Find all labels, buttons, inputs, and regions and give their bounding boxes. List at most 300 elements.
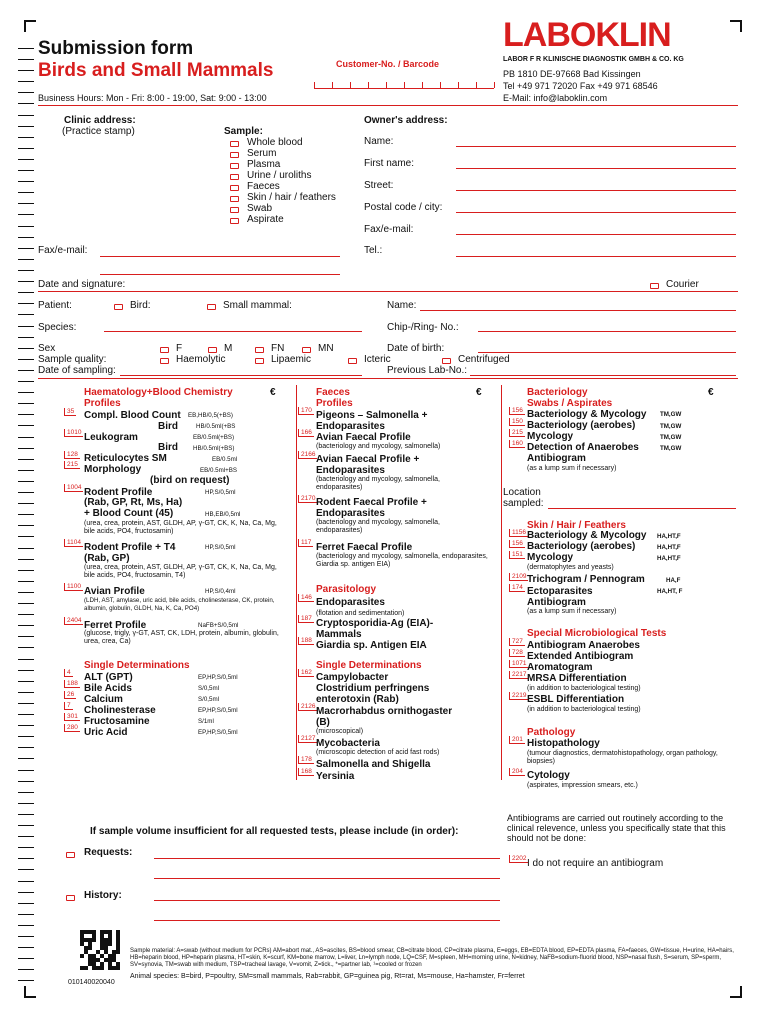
margin-tick [18, 459, 34, 460]
leuk-bird-label: Bird [158, 442, 178, 453]
code-endoparasites[interactable]: 146 [298, 594, 314, 602]
code-avian-faecal-endo[interactable]: 2166 [298, 451, 317, 459]
corner-mark-br [730, 986, 742, 998]
margin-tick [18, 348, 34, 349]
bacteriology-sub-heading: Swabs / Aspirates [527, 398, 613, 409]
centrifuged-label: Centrifuged [458, 354, 510, 365]
rodent-t4-desc: (urea, crea, protein, AST, GLDH, AP, γ-GT, CK, K, Na, Ca, Mg, bile acids, PO4, fructosamin, T4) [84, 564, 277, 579]
code-single-determination[interactable]: 280 [64, 724, 80, 732]
skin-heading: Skin / Hair / Feathers [527, 520, 626, 531]
code-rodent-profile[interactable]: 1004 [64, 484, 83, 492]
ectoparasites-title: Ectoparasites [527, 586, 593, 597]
single-determination-sample: EP,HP,S/0,5ml [198, 729, 238, 736]
yersinia-title: Yersinia [316, 771, 355, 782]
sample-checkbox[interactable] [230, 205, 239, 216]
barcode-tick [458, 82, 459, 88]
corner-mark-tr [730, 20, 742, 32]
single-determination-sample: EP,HP,S/0,5ml [198, 707, 238, 714]
margin-tick [18, 503, 34, 504]
sample-checkbox[interactable] [230, 216, 239, 227]
code-ferret-faecal[interactable]: 117 [298, 539, 313, 547]
trichogram-title: Trichogram / Pennogram [527, 574, 645, 585]
reticulocytes-sample: EB/0.5ml [212, 456, 238, 463]
owner-firstname-line[interactable] [456, 168, 736, 169]
code-rodent-t4[interactable]: 1104 [64, 539, 83, 547]
chip-line[interactable] [478, 331, 736, 332]
margin-tick [18, 381, 34, 382]
margin-tick [18, 914, 34, 915]
species-line[interactable] [104, 331, 362, 332]
small-mammal-checkbox[interactable] [207, 302, 216, 313]
margin-tick [18, 714, 34, 715]
patient-label: Patient: [38, 300, 72, 311]
code-bact-myco[interactable]: 156 [509, 407, 525, 415]
sex-mn-label: MN [318, 343, 334, 354]
margin-tick [18, 903, 34, 904]
owner-street-label: Street: [364, 180, 394, 191]
margin-tick [18, 59, 34, 60]
code-single-determination[interactable]: 26 [64, 691, 76, 699]
sex-label: Sex [38, 343, 56, 354]
haemolytic-checkbox[interactable] [160, 356, 169, 367]
company-email: E-Mail: info@laboklin.com [503, 93, 608, 103]
code-single-determination[interactable]: 7 [64, 702, 73, 710]
margin-tick [18, 337, 34, 338]
icteric-label: Icteric [364, 354, 391, 365]
code-compl-blood-count[interactable]: 35 [64, 408, 76, 416]
code-skin-bact-myco[interactable]: 1156 [509, 529, 528, 537]
location-line[interactable] [548, 508, 736, 509]
aromatogram-title: Aromatogram [527, 662, 593, 673]
practice-stamp-label: (Practice stamp) [62, 126, 135, 137]
sample-checkbox[interactable] [230, 150, 239, 161]
single-determination-name: ALT (GPT) [84, 672, 133, 683]
bact-myco-title: Bacteriology & Mycology [527, 409, 647, 420]
avian-profile-desc: (LDH, AST, amylase, uric acid, bile acids, cholinesterase, CK, protein, albumin, globulin, GLDH, Na, K, Ca, PO4) [84, 597, 275, 612]
skin-bact-myco-title: Bacteriology & Mycology [527, 530, 647, 541]
code-aromatogram[interactable]: 1071 [509, 660, 528, 668]
barcode-tick [440, 82, 441, 88]
single-determination-sample: EP,HP,S/0,5ml [198, 674, 238, 681]
anaerobes-sample: TM,GW [660, 445, 682, 452]
skin-bact-myco-sample: HA,HT,F [657, 533, 681, 540]
single-determination-name: Calcium [84, 694, 123, 705]
prev-lab-label: Previous Lab-No.: [387, 365, 468, 376]
sample-quality-label: Sample quality: [38, 354, 107, 365]
rodent-profile-blood: + Blood Count (45) [84, 508, 174, 519]
margin-tick [18, 592, 34, 593]
endoparasites-title: Endoparasites [316, 597, 385, 608]
form-title: Submission form [38, 38, 194, 59]
barcode-line [314, 88, 494, 89]
margin-tick [18, 303, 34, 304]
courier-label: Courier [666, 279, 699, 290]
owner-street-line[interactable] [456, 190, 736, 191]
mycology-sample: TM,GW [660, 434, 682, 441]
esbl-title: ESBL Differentiation [527, 694, 625, 705]
margin-tick [18, 825, 34, 826]
margin-tick [18, 359, 34, 360]
code-mrsa[interactable]: 2217 [509, 671, 528, 679]
qr-module [116, 966, 120, 970]
history-line-2[interactable] [154, 920, 500, 921]
barcode-tick [422, 82, 423, 88]
special-heading: Special Microbiological Tests [527, 628, 667, 639]
compl-bird-sample: HB/0.5ml(+BS [196, 423, 236, 430]
dob-label: Date of birth: [387, 343, 445, 354]
corner-mark-bl [24, 986, 36, 998]
company-name: LABOR F R KLINISCHE DIAGNOSTIK GMBH & CO. KG [503, 56, 684, 63]
header-divider [38, 105, 738, 106]
sample-option-label: Urine / uroliths [247, 170, 312, 181]
bird-on-request: (bird on request) [150, 475, 230, 486]
owner-postal-label: Postal code / city: [364, 202, 443, 213]
sample-material-legend: Sample material: A=swab (without medium for PCRs) AM=abort mat., AS=ascites, BS=blood smear, CB=citrate blood, CP=citrate plasma, E=eggs, EB=EDTA blood, EP=EDTA plasma, FA=faeces, GW=tissue, H=urine, HA=hairs, HB=heparin blood, HP=heparin plasma, HT=skin, K=scurf, KM=bone marrow, L=liver, Ln=lymph node, LQ=CSF, M=spleen, MH=morning urine, N=kidney, NaFB=sodium-fluorid blood, NSP=nasal flush, S=serum, SP=sperm, SV=synovia, TM=swab with medium, TSP=tracheal lavage, V=vomit, Z=tick., *=partner lab, ¹=cooled or frozen [130, 948, 734, 969]
code-avian-profile[interactable]: 1100 [64, 583, 83, 591]
skin-aerobes-sample: HA,HT,F [657, 544, 681, 551]
margin-tick [18, 314, 34, 315]
avian-profile-title: Avian Profile [84, 586, 145, 597]
code-campylobacter[interactable]: 162 [298, 669, 314, 677]
sex-fn-label: FN [271, 343, 285, 354]
mycology-title: Mycology [527, 431, 574, 442]
requests-label: Requests: [84, 847, 133, 858]
leukogram-sample: EB/0.5ml(+BS) [193, 434, 235, 441]
code-ferret-profile[interactable]: 2404 [64, 617, 83, 625]
mycobacteria-title: Mycobacteria [316, 738, 380, 749]
owner-fax-line[interactable] [456, 234, 736, 235]
requests-line-1[interactable] [154, 858, 500, 859]
sample-checkbox[interactable] [230, 161, 239, 172]
col2-euro: € [476, 387, 482, 398]
margin-tick [18, 181, 34, 182]
margin-tick [18, 492, 34, 493]
skin-aerobes-title: Bacteriology (aerobes) [527, 541, 636, 552]
margin-tick [18, 980, 34, 981]
code-rodent-faecal[interactable]: 2170 [298, 495, 317, 503]
code-pigeons[interactable]: 170 [298, 407, 314, 415]
code-leukogram[interactable]: 1010 [64, 429, 83, 437]
margin-tick [18, 370, 34, 371]
pigeons-title: Pigeons – Salmonella + Endoparasites [316, 410, 428, 432]
code-single-determination[interactable]: 4 [64, 669, 73, 677]
clinic-fax-line[interactable] [100, 256, 340, 257]
column-separator-2 [501, 385, 502, 780]
rodent-faecal-desc: (bacteriology and mycology, salmonella, endoparasites) [316, 519, 440, 534]
lipaemic-label: Lipaemic [271, 354, 312, 365]
margin-tick [18, 892, 34, 893]
cryptosporidia-title: Cryptosporidia-Ag (EIA)-Mammals [316, 618, 434, 640]
margin-tick [18, 559, 34, 560]
rodent-profile-sample: HP,S/0,5ml [205, 489, 236, 496]
margin-tick [18, 625, 34, 626]
reticulocytes-title: Reticulocytes SM [84, 453, 167, 464]
sex-f-checkbox[interactable] [160, 345, 169, 356]
rodent-t4-title: Rodent Profile + T4 [84, 542, 176, 553]
patient-name-label: Name: [387, 300, 417, 311]
margin-tick [18, 936, 34, 937]
margin-tick [18, 548, 34, 549]
code-single-determination[interactable]: 188 [64, 680, 80, 688]
history-checkbox[interactable] [66, 893, 75, 904]
margin-tick [18, 703, 34, 704]
rodent-blood-sample: HB,EB/0,5ml [205, 511, 241, 518]
macrorhabdus-desc: (microscopical) [316, 728, 364, 735]
clostridium-title: Clostridium perfringens enterotoxin (Rab) [316, 683, 430, 705]
skin-mycology-title: Mycology [527, 552, 574, 563]
single-determination-sample: S/0,5ml [198, 696, 219, 703]
haematology-heading: Haematology+Blood Chemistry [84, 387, 233, 398]
code-reticulocytes[interactable]: 128 [64, 451, 80, 459]
mrsa-desc: (in addition to bacteriological testing) [527, 685, 641, 692]
margin-tick [18, 81, 34, 82]
margin-tick [18, 803, 34, 804]
sample-checkbox[interactable] [230, 139, 239, 150]
code-extended-antibiogram[interactable]: 728 [509, 649, 525, 657]
parasitology-heading: Parasitology [316, 584, 377, 595]
margin-tick [18, 237, 34, 238]
code-giardia[interactable]: 188 [298, 637, 314, 645]
margin-tick [18, 525, 34, 526]
owner-tel-line[interactable] [456, 256, 736, 257]
margin-tick [18, 670, 34, 671]
margin-tick [18, 270, 34, 271]
code-skin-mycology[interactable]: 151 [509, 551, 525, 559]
code-cytology[interactable]: 204 [509, 768, 525, 776]
margin-tick [18, 425, 34, 426]
owner-fax-label: Fax/e-mail: [364, 224, 414, 235]
sex-fn-checkbox[interactable] [255, 345, 264, 356]
requests-line-2[interactable] [154, 878, 500, 879]
margin-tick [18, 126, 34, 127]
form-number: 010140020040 [68, 979, 115, 986]
code-cryptosporidia[interactable]: 187 [298, 615, 314, 623]
antibiogram-note: Antibiograms are carried out routinely according to the clinical relevence, unless you specifically state that this should not be done: [507, 813, 726, 843]
code-bact-aerobes[interactable]: 150 [509, 418, 525, 426]
history-line-1[interactable] [154, 900, 500, 901]
single-determination-sample: S/1ml [198, 718, 214, 725]
giardia-title: Giardia sp. Antigen EIA [316, 640, 427, 651]
margin-tick [18, 448, 34, 449]
prev-lab-line[interactable] [470, 375, 736, 376]
code-salmonella[interactable]: 178 [298, 756, 314, 764]
bact-antibiogram: Antibiogram [527, 453, 586, 464]
margin-tick [18, 226, 34, 227]
rodent-t4-species: (Rab, GP) [84, 553, 130, 564]
margin-tick [18, 636, 34, 637]
sample-option-label: Whole blood [247, 137, 303, 148]
clinic-fax-label: Fax/e-mail: [38, 245, 88, 256]
margin-tick [18, 781, 34, 782]
requests-checkbox[interactable] [66, 850, 75, 861]
barcode-tick [314, 82, 315, 88]
code-mycobacteria[interactable]: 2127 [298, 735, 317, 743]
ferret-faecal-desc: (bacteriology and mycology, salmonella, endoparasites, Giardia sp. antigen EIA) [316, 553, 488, 568]
margin-tick [18, 725, 34, 726]
margin-tick [18, 115, 34, 116]
antibiogram-anaerobes-title: Antibiogram Anaerobes [527, 640, 640, 651]
sample-option-label: Plasma [247, 159, 281, 170]
date-sampling-line[interactable] [120, 375, 362, 376]
bact-aerobes-sample: TM,GW [660, 423, 682, 430]
single-determination-name: Uric Acid [84, 727, 128, 738]
avian-profile-sample: HP,S/0,4ml [205, 588, 236, 595]
code-trichogram[interactable]: 2109 [509, 573, 528, 581]
col1-single-heading: Single Determinations [84, 660, 190, 671]
pathology-heading: Pathology [527, 727, 576, 738]
code-histopathology[interactable]: 201 [509, 736, 525, 744]
margin-tick [18, 437, 34, 438]
margin-tick [18, 947, 34, 948]
history-label: History: [84, 890, 122, 901]
owner-name-label: Name: [364, 136, 394, 147]
avian-faecal-title: Avian Faecal Profile [316, 432, 411, 443]
cytology-title: Cytology [527, 770, 570, 781]
margin-tick [18, 770, 34, 771]
ecto-lump-sum: (as a lump sum if necessary) [527, 608, 617, 615]
rodent-profile-desc: (urea, crea, protein, AST, GLDH, AP, γ-GT, CK, K, Na, Ca, Mg, bile acids, PO4, fructosamin) [84, 520, 277, 535]
code-morphology[interactable]: 215 [64, 461, 80, 469]
bird-checkbox[interactable] [114, 302, 123, 313]
campylobacter-title: Campylobacter [316, 672, 389, 683]
code-clostridium[interactable]: 2126 [298, 703, 317, 711]
col2-single-heading: Single Determinations [316, 660, 422, 671]
col1-euro: € [270, 387, 276, 398]
margin-tick [18, 403, 34, 404]
margin-tick [18, 92, 34, 93]
haematology-profiles-heading: Profiles [84, 398, 121, 409]
code-yersinia[interactable]: 168 [298, 768, 314, 776]
barcode-tick [368, 82, 369, 88]
sample-checkbox[interactable] [230, 172, 239, 183]
margin-tick [18, 248, 34, 249]
column-separator-1 [296, 385, 297, 780]
margin-tick [18, 214, 34, 215]
patient-name-line[interactable] [420, 310, 736, 311]
histopathology-title: Histopathology [527, 738, 600, 749]
haemolytic-label: Haemolytic [176, 354, 226, 365]
code-single-determination[interactable]: 301 [64, 713, 80, 721]
skin-mycology-desc: (dermatophytes and yeasts) [527, 564, 614, 571]
extended-antibiogram-title: Extended Antibiogram [527, 651, 634, 662]
bacteriology-heading: Bacteriology [527, 387, 588, 398]
lipaemic-checkbox[interactable] [255, 356, 264, 367]
customer-label: Customer-No. / Barcode [336, 59, 440, 69]
laboklin-logo: LABOKLIN [503, 16, 671, 54]
code-no-antibiogram[interactable]: 2202 [509, 855, 528, 863]
code-esbl[interactable]: 2219 [509, 692, 528, 700]
ferret-profile-title: Ferret Profile [84, 620, 147, 631]
bact-myco-sample: TM,GW [660, 411, 682, 418]
signature-top-line [100, 274, 340, 275]
bact-aerobes-title: Bacteriology (aerobes) [527, 420, 636, 431]
rodent-profile-title: Rodent Profile [84, 487, 153, 498]
avian-faecal-endo-title: Avian Faecal Profile + Endoparasites [316, 454, 420, 476]
code-antibiogram-anaerobes[interactable]: 727 [509, 638, 525, 646]
margin-tick [18, 858, 34, 859]
owner-address-label: Owner's address: [364, 115, 448, 126]
patient-divider [38, 378, 738, 379]
compl-bird-label: Bird [158, 421, 178, 432]
margin-tick [18, 392, 34, 393]
insufficient-note: If sample volume insufficient for all requested tests, please include (in order): [90, 826, 459, 837]
margin-tick [18, 792, 34, 793]
margin-tick [18, 192, 34, 193]
mycobacteria-desc: (microscopic detection of acid fast rods) [316, 749, 440, 756]
margin-tick [18, 326, 34, 327]
bird-label: Bird: [130, 300, 151, 311]
business-hours: Business Hours: Mon - Fri: 8:00 - 19:00, Sat: 9:00 - 13:00 [38, 93, 267, 103]
barcode-tick [350, 82, 351, 88]
morphology-title: Morphology [84, 464, 142, 475]
mrsa-title: MRSA Differentiation [527, 673, 627, 684]
signature-divider [38, 291, 738, 292]
compl-blood-count-title: Compl. Blood Count [84, 410, 181, 421]
margin-tick [18, 681, 34, 682]
icteric-checkbox[interactable] [348, 356, 357, 367]
code-anaerobes[interactable]: 160 [509, 440, 525, 448]
skin-mycology-sample: HA,HT,F [657, 555, 681, 562]
barcode-tick [332, 82, 333, 88]
margin-tick [18, 514, 34, 515]
margin-tick [18, 614, 34, 615]
sample-checkbox[interactable] [230, 183, 239, 194]
rodent-t4-sample: HP,S/0,5ml [205, 544, 236, 551]
margin-tick [18, 536, 34, 537]
dob-line[interactable] [478, 352, 736, 353]
cytology-desc: (aspirates, impression smears, etc.) [527, 782, 638, 789]
sample-checkbox[interactable] [230, 194, 239, 205]
single-determination-name: Fructosamine [84, 716, 150, 727]
code-skin-aerobes[interactable]: 156 [509, 540, 525, 548]
code-mycology[interactable]: 215 [509, 429, 525, 437]
corner-mark-tl [24, 20, 36, 32]
code-ectoparasites[interactable]: 174 [509, 584, 525, 592]
leukogram-title: Leukogram [84, 432, 138, 443]
sample-option-label: Serum [247, 148, 277, 159]
sample-label: Sample: [224, 126, 263, 137]
avian-faecal-endo-desc: (bacteriology and mycology, salmonella, endoparasites) [316, 476, 440, 491]
qr-code [80, 930, 120, 970]
owner-name-line[interactable] [456, 146, 736, 147]
margin-tick [18, 736, 34, 737]
ferret-profile-desc: (glucose, trigly, γ-GT, AST, CK, LDH, protein, albumin, globulin, urea, crea, Ca) [84, 630, 279, 645]
margin-tick [18, 647, 34, 648]
rodent-profile-species: (Rab, GP, Rt, Ms, Ha) [84, 497, 183, 508]
location-label: Location [503, 487, 541, 498]
ecto-antibiogram: Antibiogram [527, 597, 586, 608]
animal-species-legend: Animal species: B=bird, P=poultry, SM=small mammals, Rab=rabbit, GP=guinea pig, Rt=rat, Ms=mouse, Ha=hamster, Fr=ferret [130, 973, 525, 980]
sex-f-label: F [176, 343, 183, 354]
margin-tick [18, 570, 34, 571]
anaerobes-title: Detection of Anaerobes [527, 442, 639, 453]
histopathology-desc: (tumour diagnostics, dermatohistopathology, organ pathology, biopsies) [527, 750, 718, 765]
code-avian-faecal[interactable]: 166 [298, 429, 314, 437]
company-address: PB 1810 DE-97668 Bad Kissingen [503, 69, 641, 79]
barcode-tick [386, 82, 387, 88]
owner-postal-line[interactable] [456, 212, 736, 213]
barcode-tick [476, 82, 477, 88]
sample-option-label: Aspirate [247, 214, 284, 225]
salmonella-title: Salmonella and Shigella [316, 759, 431, 770]
company-phone: Tel +49 971 72020 Fax +49 971 68546 [503, 81, 658, 91]
no-antibiogram-label: I do not require an antibiogram [527, 858, 664, 869]
margin-tick [18, 836, 34, 837]
clinic-address-label: Clinic address: [64, 115, 136, 126]
margin-tick [18, 814, 34, 815]
margin-tick [18, 881, 34, 882]
sampled-label: sampled: [503, 498, 544, 509]
